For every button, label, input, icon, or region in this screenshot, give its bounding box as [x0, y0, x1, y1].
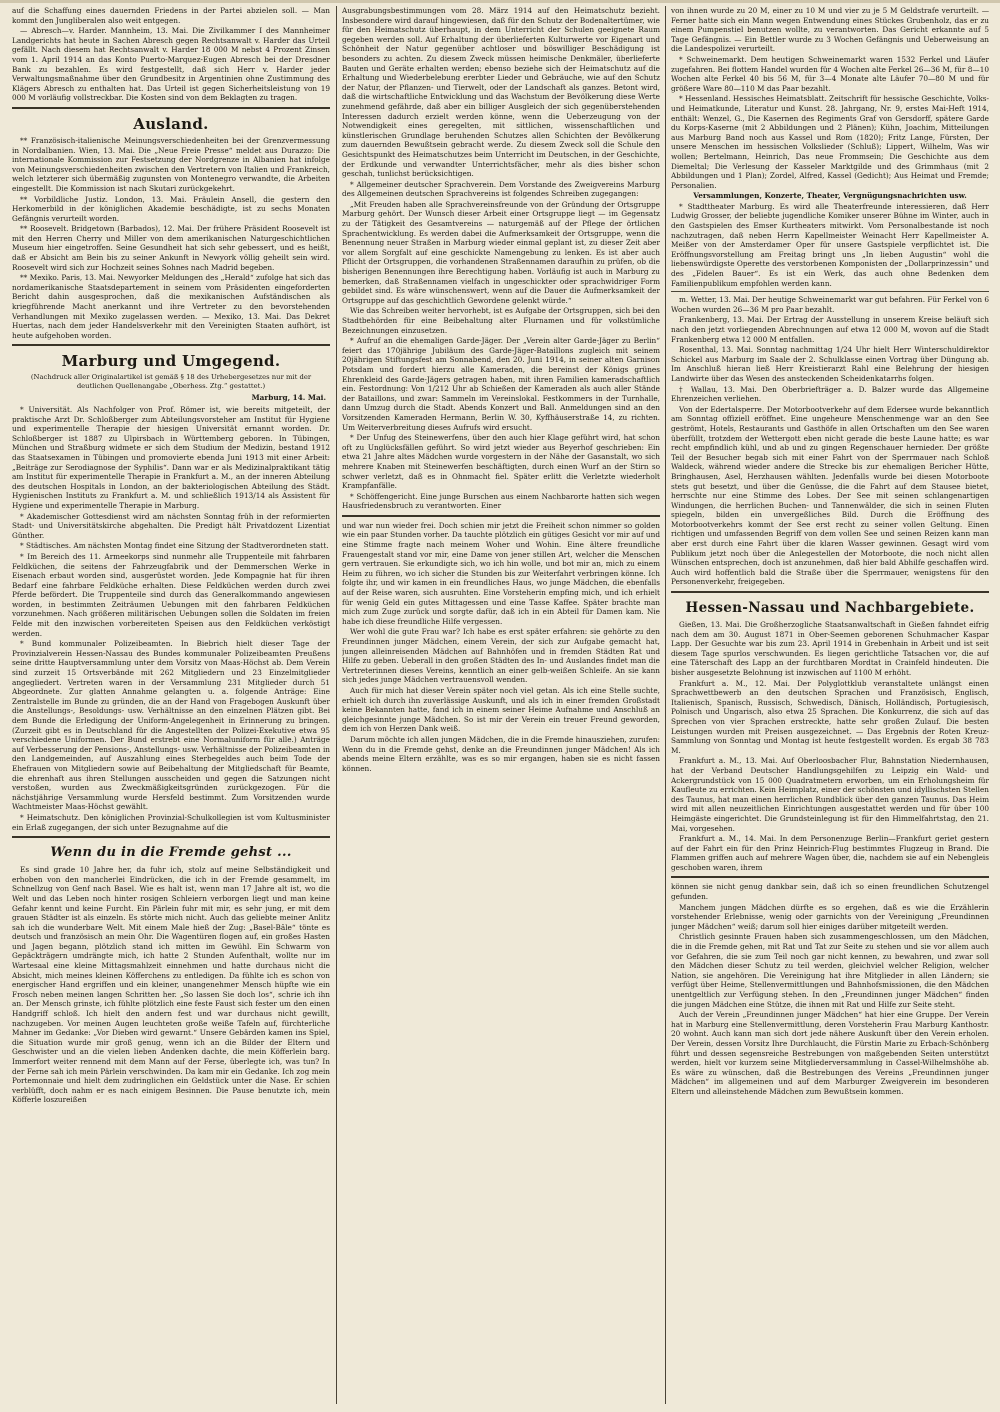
article-paragraph: auf die Schaffung eines dauernden Friedens in der Partei abzielen soll. — Man kommt den Jungliberalen also weit entgegen. [12, 6, 330, 25]
article-paragraph: ** Roosevelt. Bridgetown (Barbados), 12. Mai. Der frühere Präsident Roosevelt ist mit den Herren Cherry und Miller von dem amerikanischen Naturgeschichtlichen Museum hier eingetroffen. Seine Gesundheit hat sich sehr gebessert, und es heißt, daß er Absicht am Bein bis zu seiner Ankunft in Newyork völlig geheilt sein wird. Roosevelt wird sich zur Hochzeit seines Sohnes nach Madrid begeben. [12, 224, 330, 272]
article-paragraph: und war nun wieder frei. Doch schien mir jetzt die Freiheit schon nimmer so golden wie ein paar Stunden vorher. Da tauchte plötzlich ein gütiges Gesicht vor mir auf und eine Stimme fragte nach meinem Woher und Wohin. Eine ältere freundliche Frauengestalt stand vor mir, eine Dame von jener stillen Art, welcher die Menschen gern vertrauen. Sie erkundigte sich, wo ich hin wolle, und bot mir an, mich zu einem Heim zu führen, wo ich sicher die Stunden bis zur Weiterfahrt verbringen könne. Ich folgte ihr, und wir kamen in ein freundliches Haus, wo junge Mädchen, die ebenfalls auf der Reise waren, sich ausruhten. Eine Vorsteherin empfing mich, und ich erhielt für wenig Geld ein gutes Mittagessen und eine Tasse Kaffee. Später brachte man mich zum Zuge zurück und sorgte dafür, daß ich in ein Abteil für Damen kam. Nie habe ich diese freundliche Hilfe vergessen. [342, 520, 660, 626]
article-paragraph: * Stadttheater Marburg. Es wird alle Theaterfreunde interessieren, daß Herr Ludwig Grosser, der beliebte jugendliche Komiker unserer Bühne im Winter, auch in den Gastspielen des Emser Kurtheaters mitwirkt. Vom Personalbestande ist noch nachzutragen, daß neben Herrn Kapellmeister Weinacht Herr Kapellmeister A. Meißer von der Amsterdamer Oper für unsere Gastspiele verpflichtet ist. Die Eröffnungsvorstellung am Freitag bringt uns „In lieben Augustin“ wohl die liebenswürdigste Operette des verstorbenen Komponisten der „Dollarprinzessin“ und des „Fidelen Bauer“. Es ist ein Werk, das auch ohne Bedenken dem Familienpublikum empfohlen werden kann. [671, 201, 989, 288]
article-paragraph: ** Vorbildliche Justiz. London, 13. Mai. Fräulein Ansell, die gestern den Herkomerbild in der königlichen Akademie beschädigte, ist zu sechs Monaten Gefängnis verurteilt worden. [12, 194, 330, 223]
article-paragraph: Wer wohl die gute Frau war? Ich habe es erst später erfahren: sie gehörte zu den Freundinnen junger Mädchen, einem Verein, der sich zur Aufgabe gemacht hat, jungen alleinreisenden Mädchen auf Bahnhöfen und in fremden Städten Rat und Hilfe zu geben. Ueberall in den großen Städten des In- und Auslandes findet man die Vertreterinnen dieses Vereins, kenntlich an einer gelb-weißen Schleife. An sie kann sich jedes junge Mädchen vertrauensvoll wenden. [342, 627, 660, 685]
article-paragraph: Manchem jungen Mädchen dürfte es so ergehen, daß es wie die Erzählerin vorstehender Erlebnisse, wenig oder garnichts von der Vereinigung „Freundinnen junger Mädchen“ weiß; darum soll hier einiges darüber mitgeteilt werden. [671, 902, 989, 931]
section-divider [12, 107, 330, 109]
page-edge [0, 0, 1000, 3]
col1-top [12, 6, 330, 103]
article-paragraph: Gießen, 13. Mai. Die Großherzogliche Staatsanwaltschaft in Gießen fahndet eifrig nach dem am 30. August 1871 in Ober-Seemen geborenen Schuhmacher Kaspar Lapp. Der Gesuchte war bis zum 23. April 1914 in Grebenhain in Arbeit und ist seit diesem Tage spurlos verschwunden. Es liegen gerichtliche Tatsachen vor, die auf eine Täterschaft des Lapp an der furchtbaren Mordtat in Crainfeld hindeuten. Die bisher ausgesetzte Belohnung ist inzwischen auf 1100 M erhöht. [671, 620, 989, 677]
article-paragraph: * Akademischer Gottesdienst wird am nächsten Sonntag früh in der reformierten Stadt- und Universitätskirche abgehalten. Die Predigt hält Privatdozent Lizentiat Günther. [12, 511, 330, 540]
article-paragraph: Rosenthal, 13. Mai. Sonntag nachmittag 1/24 Uhr hielt Herr Winterschuldirektor Schickel aus Marburg im Saale der 2. Schulklasse einen Vortrag über Düngung ab. Im Anschluß hieran ließ Herr Kreistierarzt Rahl eine Belehrung der hiesigen Landwirte über das Wesen des ansteckenden Scheidenkatarrhs folgen. [671, 345, 989, 383]
article-paragraph: * Im Bereich des 11. Armeekorps sind nunmehr alle Truppenteile mit fahrbaren Feldküchen, die seitens der Fahrzeugfabrik und der Demmerschen Werke in Eisenach erbaut worden sind, ausgerüstet worden. Jede Kompagnie hat für ihren Bedarf eine fahrbare Feldküche erhalten. Diese Feldküchen werden durch zwei Pferde befördert. Die Truppenteile sind durch das Generalkommando angewiesen worden, in bestimmten Zeiträumen Uebungen mit den fahrbaren Feldküchen vorzunehmen. Nach größeren militärischen Uebungen sollen die Soldaten im freien Felde mit den inzwischen vorbereiteten Speisen aus den Feldküchen verköstigt werden. [12, 551, 330, 638]
article-paragraph: Frankfurt a. M., 13. Mai. Auf Oberloosbacher Flur, Bahnstation Niedernhausen, hat der Verband Deutscher Handlungsgehilfen zu Leipzig ein Wald- und Ackergrundstück von 15 000 Quadratmetern erworben, um ein Erholungsheim für Kaufleute zu errichten. Kein Heimplatz, einer der schönsten und idyllischsten Stellen des Taunus, hat man einen herrlichen Rundblick über den ganzen Taunus. Das Heim wird mit allen neuzeitlichen Einrichtungen ausgestattet werden und für über 100 Heimgäste eingerichtet. Die Grundsteinlegung ist für den Himmelfahrtstag, den 21. Mai, vorgesehen. [671, 756, 989, 833]
article-paragraph: * Hessenland. Hessisches Heimatsblatt. Zeitschrift für hessische Geschichte, Volks- und Heimatkunde, Literatur und Kunst. 28. Jahrgang, Nr. 9, erstes Mai-Heft 1914, enthält: Wenzel, G., Die Kasernen des Regiments Graf von Gersdorff, spätere Garde du Korps-Kaserne (mit 2 Abbildungen und 2 Plänen); Kühn, Joachim, Mitteilungen aus Marburg Band noch aus Kassel und Rom (1820); Fritz Lange, Fürsten, Der unsere Menschen im hessischen Volkslieder (Schluß); Lippert, Wilhelm, Was wir wollen; Bertelmann, Heinrich, Das neue Frommsein; Die Geschichte aus dem Diemeltal; Die Verlesung der Kasseler Marktgilde und des Grimmhaus (mit 2 Abbildungen und 1 Plan); Zordel, Alfred, Kassel (Gedicht); Aus Heimat und Fremde; Personalien. [671, 94, 989, 190]
article-paragraph: ** Französisch-italienische Meinungsverschiedenheiten bei der Grenzvermessung in Nordalbanien. Wien, 13. Mai. Die „Neue Freie Presse“ meldet aus Durazzo: Die internationale Kommission zur Festsetzung der Nordgrenze in Albanien hat infolge von Meinungsverschiedenheiten zwischen den Vertretern von Italien und Frankreich, welch letzterer sich übermäßig zugunsten von Montenegro verwandte, die Arbeiten eingestellt. Die Kommission ist nach Skutari zurückgekehrt. [12, 135, 330, 193]
article-paragraph: * Der Unfug des Steinewerfens, über den auch hier Klage geführt wird, hat schon oft zu Unglücksfällen geführt. So wird jetzt wieder aus Beyerhof geschrieben: Ein etwa 21 Jahre altes Mädchen wurde vorgestern in der Nähe der Gasanstalt, wo sich mehrere Knaben mit Steinewerfen beschäftigten, durch einen Wurf an der Stirn so schwer verletzt, daß es in Ohnmacht fiel. Später erlitt die Verletzte wiederholt Krampfanfälle. [342, 433, 660, 491]
article-paragraph: * Schöffengericht. Eine junge Burschen aus einem Nachbarorte hatten sich wegen Hausfriedensbruch zu verantworten. Einer [342, 491, 660, 511]
article-paragraph: Frankfurt a. M., 14. Mai. In dem Personenzuge Berlin—Frankfurt geriet gestern auf der Fahrt ein für den Prinz Heinrich-Flug bestimmtes Flugzeug in Brand. Die Flammen griffen auch auf mehrere Wagen über, die, nachdem sie auf ein Nebengleis geschoben waren, ihrem [671, 834, 989, 872]
section-divider [342, 515, 660, 517]
dateline: Marburg, 14. Mai. [251, 393, 326, 403]
article-paragraph: * Heimatschutz. Den königlichen Provinzial-Schulkollegien ist vom Kultusminister ein Erlaß zugegangen, der sich unter Bezugnahme auf die [12, 812, 330, 832]
article-paragraph: von ihnen wurde zu 20 M, einer zu 10 M und vier zu je 5 M Geldstrafe verurteilt. — Ferner hatte sich ein Mann wegen Entwendung eines Stückes Grubenholz, das er zu einem Pumpenstiel benutzen wollte, zu verantworten. Das Gericht erkannte auf 5 Tage Gefängnis. — Ein Bettler wurde zu 3 Wochen Gefängnis und Ueberweisung an die Landespolizei verurteilt. [671, 6, 989, 54]
section-divider [12, 836, 330, 838]
column-2 [342, 6, 660, 1404]
section-title-hessen: Hessen-Nassau und Nachbargebiete. [685, 600, 975, 617]
article-paragraph: * Bund kommunaler Polizeibeamten. In Biebrich hielt dieser Tage der Provinzialverein Hessen-Nassau des Bundes kommunaler Polizeibeamten Preußens seine dritte Hauptversammlung unter dem Vorsitz von Maas-Höchst ab. Dem Verein sind zurzeit 15 Ortsverbände mit 262 Mitgliedern und 23 Einzelmitglieder angegliedert. Vertreten waren in der Versammlung 231 Mitglieder durch 51 Abgeordnete. Zur glatten Annahme gelangten u. a. folgende Anträge: Eine Zentralstelle im Bunde zu gründen, die an der Hand von Fragebogen Auskunft über die Anstellungs-, Besoldungs- usw. Verhältnisse an den einzelnen Plätzen gibt. Bei dem Bunde die Erledigung der Uniform-Angelegenheit in Erinnerung zu bringen. (Zurzeit gibt es in Deutschland für die Angestellten der Polizei-Exekutive etwa 95 verschiedene Uniformen. Der Bund erstrebt eine Normaluniform für alle.) Anträge auf Verbesserung der Pensions-, Anstellungs- usw. Verhältnisse der Polizeibeamten in den Landgemeinden, auf Auszahlung eines Sterbegeldes auch beim Tode der Ehefrauen von Mitgliedern sowie auf Beibehaltung der Mitgliedschaft für Beamte, die ehrenhaft aus ihren Stellungen ausscheiden und gegen die Satzungen nicht verstoßen, wurden aus Zweckmäßigkeitsgründen zurückgezogen. Für die nächstjährige Versammlung wurde Hersfeld bestimmt. Zum Vorsitzenden wurde Wachtmeister Maas-Höchst gewählt. [12, 639, 330, 812]
section-divider [671, 876, 989, 878]
article-paragraph: Ausgrabungsbestimmungen vom 28. März 1914 auf den Heimatschutz bezieht. Insbesondere wird darauf hingewiesen, daß für den Schutz der Bodenaltertümer, wie für den Heimatschutz überhaupt, in dem Unterricht der Schulen geeignete Raum gegeben werden soll. Auf Erhaltung der überlieferten Kulturwerte vor Eigenart und Schönheit der Natur gegenüber achtloser und böswilliger Beschädigung ist besonders zu achten. Zu diesem Zweck müssen heimische Denkmäler, überlieferte Bauten und Geräte erhalten werden; ebenso beziehe sich der Heimatschutz auf die Erhaltung und Wiederbelebung ererbter Lieder und Gebräuche, wie auf den Schutz der Natur, der Pflanzen- und Tierwelt, oder der Landschaft als ganzes. Betont wird, daß die wirtschaftliche Entwicklung und das Wachstum der Bevölkerung diese Werte zunehmend gefährde, daß aber ein billiger Ausgleich der sich gegenüberstehenden Interessen dadurch erzielt werden könne, wenn die Ueberzeugung von der Notwendigkeit eines geregelten, mit sittlichen, wissenschaftlichen und künstlerischen Grundlage beruhenden Schutzes allen Schichten der Bevölkerung zum dauernden Bewußtsein gebracht werde. Zu diesem Zweck soll die Schule den Gesichtspunkt des Heimatschutzes beim Unterricht im Deutschen, in der Geschichte, der Erdkunde und verwandter Unterrichtsfächer, mehr als dies bisher schon geschah, tunlichst berücksichtigen. [342, 6, 660, 179]
hessen-section [671, 620, 989, 872]
article-paragraph: * Aufruf an die ehemaligen Garde-Jäger. Der „Verein alter Garde-Jäger zu Berlin“ feiert das 170jährige Jubiläum des Garde-Jäger-Bataillons zugleich mit seinem 20jährigen Stiftungsfest am Sonnabend, den 20. Juni 1914, in seiner alten Garnison Potsdam und fordert hierzu alle Kameraden, die bereinst der Königs grünes Ehrenkleid des Garde-Jägers getragen haben, mit ihren Familien kameradschaftlich ein. Festordnung: Von 1/212 Uhr ab Schießen der Kameraden als auch aller Stände der Bataillons, und zwar: Sammeln im Vereinslokal. Festkommers in der Turnhalle, dann Umzug durch die Stadt. Abends Konzert und Ball. Anmeldungen sind an den Vorsitzenden Kameraden Hermann, Berlin W. 30, Kyffhäuserstraße 14, zu richten. Um Weiterverbreitung dieses Aufrufs wird ersucht. [342, 336, 660, 432]
feuilleton-section [12, 865, 330, 1105]
article-paragraph: Auch für mich hat dieser Verein später noch viel getan. Als ich eine Stelle suchte, erhielt ich durch ihn zuverlässige Auskunft, und als ich in einer fremden Großstadt keine Bekannten hatte, fand ich in einem seiner Heime Aufnahme und Anschluß an gleichgesinnte junge Mädchen. So ist mir der Verein ein treuer Freund geworden, dem ich von Herzen Dank weiß. [342, 685, 660, 734]
column-rule [665, 6, 666, 1404]
article-paragraph: Von der Edertalsperre. Der Motorbootverkehr auf dem Edersee wurde bekanntlich am Sonntag offiziell eröffnet. Eine ungeheure Menschenmenge war an den See geströmt, Hotels, Restaurants und Gasthöfe in allen Ortschaften um den See waren überfüllt, trotzdem der Wettergott eben nicht gerade die beste Laune hatte; es war recht empfindlich kühl, und ab und zu gingen Regenschauer hernieder. Der größte Teil der Besucher begab sich mit einer Fahrt von der Sperrmauer nach Schloß Waldeck, während wieder andere die Strecke bis zur ehemaligen Bericher Hütte, Bringhausen, Asel, Herzhausen wählten. Jedenfalls wurde bei diesen Motorboote stets gut besetzt, und über die Genüsse, die die Fahrt auf dem Stausee bietet, herrschte nur eine Stimme des Lobes. Der See mit seinen schlangenartigen Windungen, die herrlichen Buchen- und Tannenwälder, die sich in seinen Fluten spiegeln, bilden ein unvergeßliches Bild. Durch die Eröffnung des Motorbootverkehrs kommt der See erst recht zu seiner vollen Geltung. Einen richtigen und umfassenden Begriff von dem vollen See und seinen Reizen kann man aber erst durch eine Fahrt über die klaren Wasser gewinnen. Gesagt wird vom Publikum jetzt noch über die Anlegestellen der Motorboote, die noch nicht allen Wünschen entsprechen, doch ist anzunehmen, daß hier bald Abhilfe geschaffen wird. Auch wird hoffentlich bald die Straße über die Sperrmauer, wenigstens für den Personenverkehr, freigegeben. [671, 404, 989, 587]
section-divider [671, 591, 989, 593]
article-paragraph: Frankfurt a. M., 12. Mai. Der Polyglottklub veranstaltete unlängst einen Sprachwettbewerb an den deutschen Sprachen und Französisch, Englisch, Italienisch, Spanisch, Russisch, Schwedisch, Dänisch, Holländisch, Portugiesisch, Polnisch und Ungarisch, also etwa 25 Sprachen. Die Konkurrenz, die sich auf das Sprechen von vier Sprachen erstreckte, hatte sehr großen Zulauf. Die besten Leistungen wurden mit Preisen ausgezeichnet. — Das Ergebnis der Roten Kreuz-Sammlung von Sonntag und Montag ist heute festgestellt worden. Es ergab 38 783 M. [671, 678, 989, 755]
local-news [671, 295, 989, 587]
article-paragraph: Es sind grade 10 Jahre her, da fuhr ich, stolz auf meine Selbständigkeit und erhoben von den mancherlei Eindrücken, die ich in der Fremde gesammelt, im Schnellzug von Genf nach Basel. Wie es halt ist, wenn man 17 Jahre alt ist, wo die Welt und das Leben noch hinter rosigen Schleiern verborgen liegt und man keine Gefahr kennt und keine Furcht. Ein Pärlein fuhr mit mir, es sehr jung, er mit dem grauen Städter ist als einzeln. Es störte mich nicht. Auch das geliebte meiner Anlitz sah ich die wunderbare Welt. Mit einem Male hieß der Zug: „Basel-Bâle“ tönte es deutsch und französisch an mein Ohr. Die Wagentüren flogen auf, ein großes Hasten und Jagen begann, plötzlich stand ich mitten im Gewühl. Ein Schwarm von Gepäckträgern umdrängte mich, ich hatte 2 Stunden Aufenthalt, wollte nur im Wartesaal eine kleine Mittagsmahlzeit einnehmen und hatte durchaus nicht die Absicht, mich meines kleinen Köfferchens zu entledigen. Da fühlte ich es schon von energischer Hand ergriffen und ein kleiner, unangenehmer Mensch hüpfte wie ein Frosch neben meinen langen Schritten her. „So lassen Sie doch los“, schrie ich ihn an. Der Mensch grinste, ich fühlte plötzlich eine feste Faust sich fester um den einen Handgriff schloß. Ich hielt den andern fest und war durchaus nicht gewillt, nachzugeben. Vor meinen Augen leuchteten große weiße Tafeln auf, fürchterliche Mahner im Gedanke: „Vor Dieben wird gewarnt.“ Unsere Gebärden kamen ins Spiel, die Situation wurde mir groß genug, wenn ich an die Bilder der Eltern und Geschwister und an die vielen lieben Andenken dachte, die mein Köfferlein barg. Immerfort weiter rennend mit dem Mann auf der Ferse, überlegte ich, was tun? In der Ferne sah ich mein Pärlein verschwinden. Da kam mir ein Gedanke. Ich zog mein Portemonnaie und hielt dem zudringlichen ein Geldstück unter die Nase. Er schien verblüfft, doch nahm er es nach einigem Besinnen. Die Pause benutzte ich, mein Köfferle loszureißen [12, 865, 330, 1105]
marburg-section [12, 405, 330, 832]
column-3 [671, 6, 989, 1404]
article-paragraph: ** Mexiko. Paris, 13. Mai. Newyorker Meldungen des „Herald“ zufolge hat sich das nordamerikanische Staatsdepartement in seinem vom Präsidenten eingeforderten Bericht dahin ausgesprochen, daß die mexikanischen Aufständischen als kriegführende Macht anerkannt und ihre Vertreter zu den bevorstehenden Verhandlungen mit Mexiko zugelassen werden. — Mexiko, 13. Mai. Das Dekret Huertas, nach dem jeder Handelsverkehr mit den Vereinigten Staaten aufhört, ist heute aufgehoben worden. [12, 273, 330, 340]
article-paragraph: * Universität. Als Nachfolger von Prof. Römer ist, wie bereits mitgeteilt, der praktische Arzt Dr. Schloßberger zum Abteilungsvorsteher am Institut für Hygiene und experimentelle Therapie der hiesigen Universität ernannt worden. Dr. Schloßberger ist 1887 zu Ulpirsbach in Württemberg geboren. In Tübingen, München und Straßburg widmete er sich dem Studium der Medizin, bestand 1912 das Staatsexamen in Tübingen und promovierte ebenda Juni 1913 mit einer Arbeit: „Beiträge zur Serodiagnose der Syphilis“. Dann war er als Medizinalpraktikant tätig am Institut für experimentelle Therapie in Frankfurt a. M., an der inneren Abteilung des deutschen Hospitals in London, an der bakteriologischen Abteilung des Städt. Hygienischen Instituts zu Frankfurt a. M. und schließlich 1913/14 als Assistent für Hygiene und experimentelle Therapie in Marburg. [12, 405, 330, 510]
article-paragraph: Darum möchte ich allen jungen Mädchen, die in die Fremde hinausziehen, zurufen: Wenn du in die Fremde gehst, denke an die Freundinnen junger Mädchen! Als ich abends meine Eltern erzählte, was es so mir ergangen, haben sie es nicht fassen können. [342, 734, 660, 773]
subsection-heading: Versammlungen, Konzerte, Theater, Vergnügungsnachrichten usw. [693, 191, 967, 201]
col2-feuilleton [342, 521, 660, 773]
article-paragraph: Frankenberg, 13. Mai. Der Ertrag der Ausstellung in unserem Kreise beläuft sich nach den jetzt vorliegenden Abrechnungen auf etwa 12 000 M, wovon auf die Stadt Frankenberg etwa 12 000 M entfallen. [671, 315, 989, 344]
section-divider [671, 291, 989, 292]
column-1 [12, 6, 330, 1404]
article-paragraph: * Schweinemarkt. Dem heutigen Schweinemarkt waren 1532 Ferkel und Läufer zugefahren. Bei flottem Handel wurden für 4 Wochen alte Ferkel 26—36 M, für 8—10 Wochen alte Ferkel 40 bis 56 M, für 3—4 Monate alte Läufer 70—80 M und für größere Ware 80—110 M das Paar bezahlt. [671, 54, 989, 93]
article-paragraph: Auch der Verein „Freundinnen junger Mädchen“ hat hier eine Gruppe. Der Verein hat in Marburg eine Stellenvermittlung, deren Vorsteherin Frau Marburg Kanthostr. 20 wohnt. Auch kann man sich dort jede nähere Auskunft über den Verein erholen. Der Verein, dessen Vorsitz Ihre Durchlaucht, die Fürstin Marie zu Erbach-Schönberg führt und dessen segensreiche Bestrebungen von maßgebenden Seiten unterstützt werden, hielt vor kurzem seine Mitgliederversammlung in Cassel-Wilhelmshöhe ab. Es wäre zu wünschen, daß die Bestrebungen des Vereins „Freundinnen junger Mädchen“ im allgemeinen und auf dem Marburger Zweigverein im besonderen Eltern und alleinstehende Mädchen zum Bewußtsein kommen. [671, 1010, 989, 1096]
col3-top [671, 6, 989, 288]
article-paragraph: „Mit Freuden haben alle Sprachvereinsfreunde von der Gründung der Ortsgruppe Marburg gehört. Der Wunsch dieser Arbeit einer Ortsgruppe liegt — im Gegensatz zu der Tätigkeit des Gesamtvereins — naturgemäß auf der Pflege der örtlichen Sprachentwicklung. Es werden dabei die Aufmerksamkeit der Ortsgruppe, wenn die Benennung neuer Straßen in Marburg wieder einmal geplant ist, zu dieser Zeit aber vor allem Sorgfalt auf eine geschickte Namengebung zu lenken. Es ist aber auch Pflicht der Ortsgruppen, die vorhandenen Straßennamen daraufhin zu prüfen, ob die bisherigen Benennungen ihre Berechtigung haben. Vorläufig ist auch in Marburg zu bemerken, daß Straßennamen vielfach in ungeschickter oder sprachwidriger Form gebildet sind. Es wäre wünschenswert, wenn auf die Dauer die Aufmerksamkeit der Ortsgruppe auf das geschichtlich Gewordene gelenkt würde.“ [342, 199, 660, 305]
section-title-marburg: Marburg und Umgegend. [61, 352, 281, 371]
article-paragraph: können sie nicht genug dankbar sein, daß ich so einen freundlichen Schutzengel gefunden. [671, 882, 989, 902]
feuilleton-title: Wenn du in die Fremde gehst ... [50, 845, 292, 861]
article-paragraph: — Abresch—v. Harder. Mannheim, 13. Mai. Die Zivilkammer I des Mannheimer Landgerichts hat heute in Sachen Abresch gegen Rechtsanwalt v. Harder das Urteil gefällt. Nach diesem hat Rechtsanwalt v. Harder 18 000 M nebst 4 Prozent Zinsen vom 1. April 1914 an das Konto Puerto-Marquez-Eugen Abresch bei der Dresdner Bank zu bezahlen. Es wird festgestellt, daß sich Herr v. Harder jeder Verwaltungsmaßnahme über den Grundbesitz in Argentinien ohne Zustimmung des Klägers Abresch zu enthalten hat. Das Urteil ist gegen Sicherheitsleistung von 19 000 M vorläufig vollstreckbar. Die Kosten sind von dem Beklagten zu tragen. [12, 26, 330, 103]
article-paragraph: † Wallau, 13. Mai. Den Oberbriefträger a. D. Balzer wurde das Allgemeine Ehrenzeichen verliehen. [671, 384, 989, 404]
reprint-note: (Nachdruck aller Originalartikel ist gemäß § 18 des Urhebergesetzes nur mit der deutlichen Quellenangabe „Oberhess. Ztg.“ gestattet.) [30, 373, 312, 391]
section-title-ausland: Ausland. [133, 114, 209, 133]
col3-feuilleton [671, 882, 989, 1096]
article-paragraph: Wie das Schreiben weiter hervorhebt, ist es Aufgabe der Ortsgruppen, sich bei den Stadtbehörden für eine Beibehaltung alter Flurnamen und für volkstümliche Bezeichnungen einzusetzen. [342, 306, 660, 335]
col2-top [342, 6, 660, 511]
column-rule [336, 6, 337, 1404]
article-paragraph: * Allgemeiner deutscher Sprachverein. Dem Vorstande des Zweigvereins Marburg des Allgemeinen deutschen Sprachvereins ist folgendes Schreiben zugegangen: [342, 179, 660, 199]
article-paragraph: m. Wetter, 13. Mai. Der heutige Schweinemarkt war gut befahren. Für Ferkel von 6 Wochen wurden 26—36 M pro Paar bezahlt. [671, 295, 989, 314]
article-paragraph: Christlich gesinnte Frauen haben sich zusammengeschlossen, um den Mädchen, die in die Fremde gehen, mit Rat und Tat zur Seite zu stehen und sie vor allem auch vor Gefahren, die sie zum Teil noch gar nicht kennen, zu bewahren, und zwar soll den Mädchen dieser Schutz zu teil werden, gleichviel welcher Religion, welcher Nation, sie angehören. Die Vereinigung hat ihre Mitglieder in allen Ländern; sie verfügt über Heime, Stellenvermittlungen und Bahnhofsmissionen, die den Mädchen unentgeltlich zur Verfügung stehen. In den „Freundinnen junger Mädchen“ finden die jungen Mädchen eine Stütze, die ihnen mit Rat und Hilfe zur Seite steht. [671, 932, 989, 1009]
article-paragraph: * Städtisches. Am nächsten Montag findet eine Sitzung der Stadtverordneten statt. [20, 541, 329, 551]
section-divider [12, 344, 330, 346]
ausland-section [12, 136, 330, 340]
